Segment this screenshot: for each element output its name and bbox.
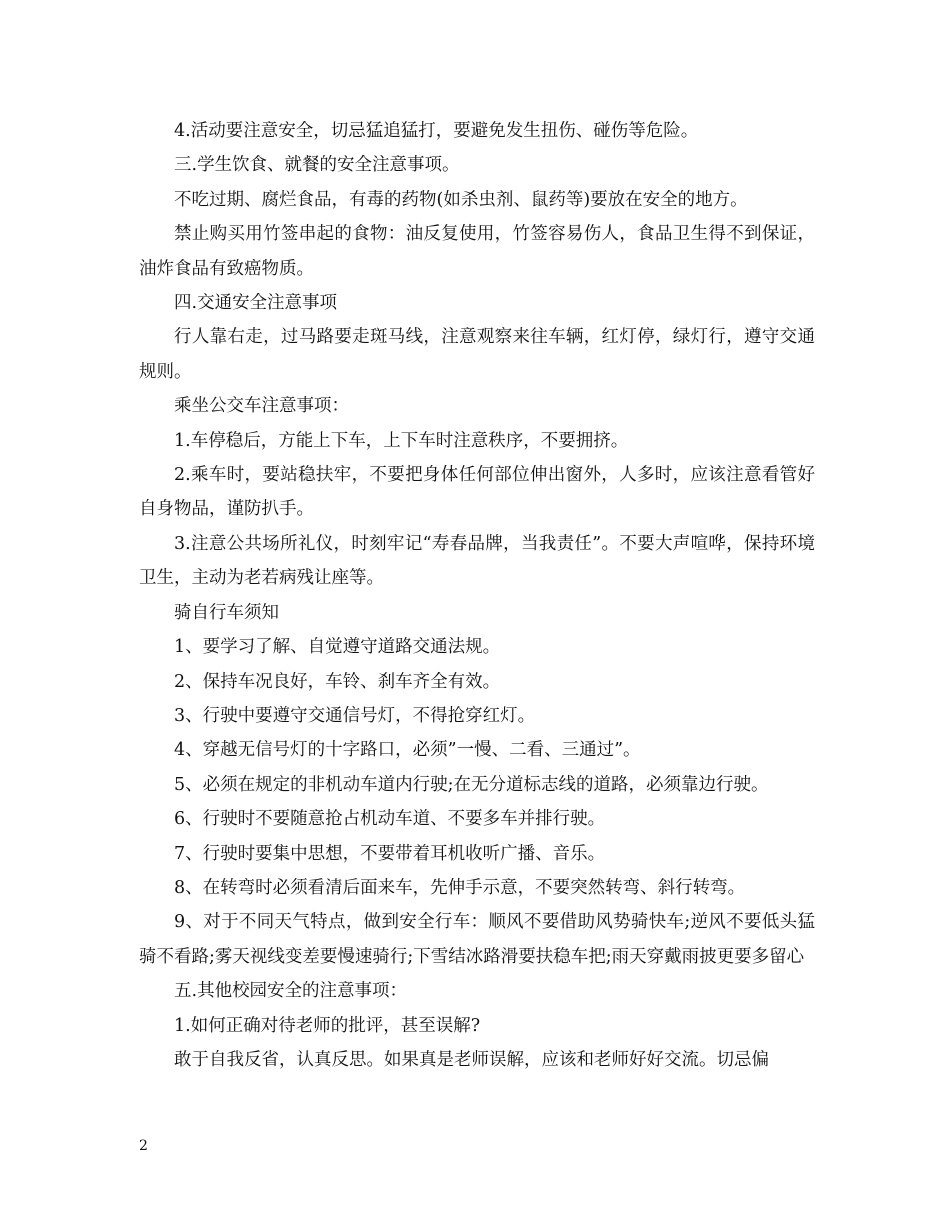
paragraph: 行人靠右走，过马路要走斑马线，注意观察来往车辆，红灯停，绿灯行，遵守交通规则。 bbox=[139, 327, 815, 382]
list-item: 7、行驶时要集中思想，不要带着耳机收听广播、音乐。 bbox=[174, 843, 606, 864]
list-item: 6、行驶时不要随意抢占机动车道、不要多车并排行驶。 bbox=[174, 809, 606, 830]
section-heading: 三.学生饮食、就餐的安全注意事项。 bbox=[174, 155, 460, 176]
list-item: 1、要学习了解、自觉遵守道路交通法规。 bbox=[174, 637, 501, 658]
subsection-heading: 骑自行车须知 bbox=[174, 602, 279, 623]
paragraph: 不吃过期、腐烂食品，有毒的药物(如杀虫剂、鼠药等)要放在安全的地方。 bbox=[174, 189, 748, 210]
list-item: 3.注意公共场所礼仪，时刻牢记“寿春品牌，当我责任”。不要大声喧哗，保持环境卫生，主动为老若病残让座等。 bbox=[139, 533, 815, 589]
subsection-heading: 乘坐公交车注意事项： bbox=[174, 396, 349, 417]
list-item: 2.乘车时，要站稳扶牢，不要把身体任何部位伸出窗外，人多时，应该注意看管好自身物品，谨防扒手。 bbox=[139, 465, 815, 520]
list-item: 1.车停稳后，方能上下车，上下车时注意秩序，不要拥挤。 bbox=[174, 430, 629, 451]
page-number: 2 bbox=[139, 1138, 148, 1154]
list-item: 9、对于不同天气特点，做到安全行车：顺风不要借助风势骑快车;逆风不要低头猛骑不看路;雾天视线变差要慢速骑行;下雪结冰路滑要扶稳车把;雨天穿戴雨披更要多留心 bbox=[139, 912, 815, 967]
paragraph: 敢于自我反省，认真反思。如果真是老师误解，应该和老师好好交流。切忌偏 bbox=[174, 1049, 769, 1070]
section-heading: 五.其他校园安全的注意事项： bbox=[174, 981, 408, 1002]
paragraph: 禁止购买用竹签串起的食物：油反复使用，竹签容易伤人，食品卫生得不到保证，油炸食品有致癌物质。 bbox=[139, 224, 815, 279]
list-item: 1.如何正确对待老师的批评，甚至误解? bbox=[174, 1015, 481, 1036]
paragraph: 4.活动要注意安全，切忌猛追猛打，要避免发生扭伤、碰伤等危险。 bbox=[174, 121, 699, 141]
list-item: 8、在转弯时必须看清后面来车，先伸手示意，不要突然转弯、斜行转弯。 bbox=[174, 877, 746, 898]
list-item: 4、穿越无信号灯的十字路口，必须”一慢、二看、三通过”。 bbox=[174, 740, 641, 761]
list-item: 5、必须在规定的非机动车道内行驶;在无分道标志线的道路，必须靠边行驶。 bbox=[174, 774, 769, 795]
list-item: 2、保持车况良好，车铃、刹车齐全有效。 bbox=[174, 671, 501, 692]
list-item: 3、行驶中要遵守交通信号灯，不得抢穿红灯。 bbox=[174, 705, 536, 726]
document-body bbox=[139, 114, 815, 1077]
section-heading: 四.交通安全注意事项 bbox=[174, 293, 338, 314]
